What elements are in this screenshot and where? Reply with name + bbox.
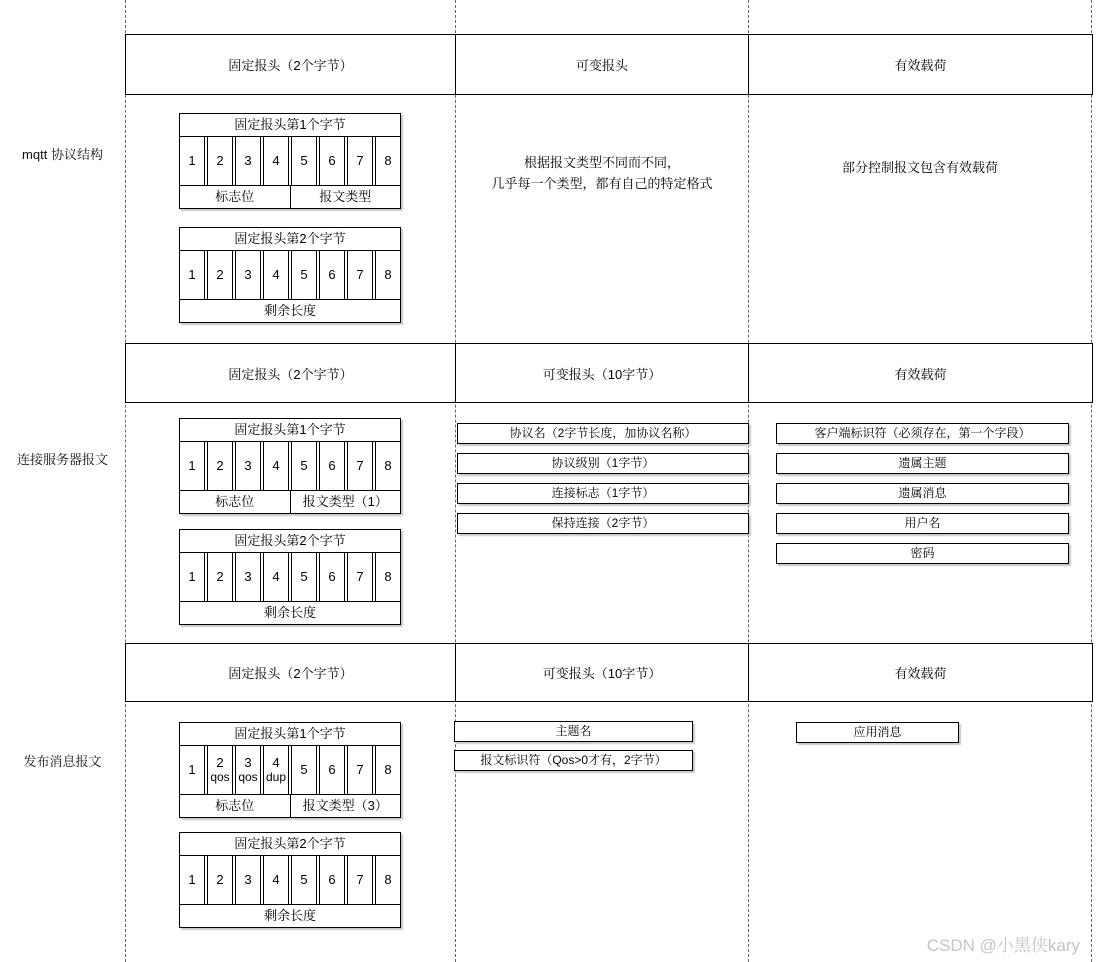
byte-table-title: 固定报头第2个字节	[180, 530, 400, 553]
variable-header-cell: 可变报头	[455, 34, 749, 95]
byte-table-title: 固定报头第1个字节	[180, 419, 400, 442]
bit-cell: 8	[375, 553, 400, 601]
payload-header-cell: 有效载荷	[748, 34, 1093, 95]
column-divider-dashed	[455, 0, 456, 962]
variable-header-cell: 可变报头（10字节）	[455, 343, 749, 403]
row-label-mqtt-structure: mqtt 协议结构	[22, 147, 103, 162]
fixed-header-byte1-table	[179, 722, 401, 818]
remaining-length-label: 剩余长度	[180, 299, 400, 322]
fixed-header-byte1-table	[179, 418, 401, 514]
byte-table-footer	[180, 490, 400, 513]
bit-cell: 8	[375, 442, 400, 490]
fixed-header-byte2-table	[179, 832, 401, 928]
bit-cell: 7	[347, 251, 373, 299]
bit-row	[180, 442, 400, 490]
bit-cell: 4	[263, 553, 289, 601]
payload-header-cell: 有效载荷	[748, 343, 1093, 403]
bit-cell: 7	[347, 442, 373, 490]
bit-cell: 2 qos	[207, 746, 233, 794]
section3-header-row	[125, 643, 1093, 702]
bit-row	[180, 137, 400, 185]
bit-cell: 2	[207, 251, 233, 299]
field-box-client-id: 客户端标识符（必须存在，第一个字段）	[776, 423, 1069, 444]
byte-table-title: 固定报头第2个字节	[180, 228, 400, 251]
remaining-length-label: 剩余长度	[180, 904, 400, 927]
bit-cell: 4	[263, 442, 289, 490]
bit-cell: 3	[235, 553, 261, 601]
field-box-keep-alive: 保持连接（2字节）	[457, 513, 749, 534]
bit-cell: 4 dup	[263, 746, 289, 794]
byte-table-title: 固定报头第1个字节	[180, 723, 400, 746]
row-label-publish-packet: 发布消息报文	[23, 754, 102, 769]
bit-cell: 6	[319, 251, 345, 299]
bit-cell: 6	[319, 746, 345, 794]
field-box-topic-name: 主题名	[454, 721, 693, 742]
packet-type-label: 报文类型	[290, 186, 401, 208]
fixed-header-byte1-table	[179, 113, 401, 209]
field-box-protocol-name: 协议名（2字节长度，加协议名称）	[457, 423, 749, 444]
bit-cell: 5	[291, 553, 317, 601]
bit-cell: 3	[235, 251, 261, 299]
fixed-header-cell: 固定报头（2个字节）	[125, 343, 456, 403]
byte-table-title: 固定报头第1个字节	[180, 114, 400, 137]
bit-cell: 7	[347, 746, 373, 794]
remaining-length-label: 剩余长度	[180, 601, 400, 624]
bit-cell: 1	[180, 251, 205, 299]
bit-cell: 5	[291, 746, 317, 794]
field-box-protocol-level: 协议级别（1字节）	[457, 453, 749, 474]
flags-label: 标志位	[215, 189, 255, 204]
fixed-header-cell: 固定报头（2个字节）	[125, 643, 456, 702]
bit-cell: 5	[291, 137, 317, 185]
bit-cell: 7	[347, 137, 373, 185]
bit-cell: 3	[235, 442, 261, 490]
column-divider-dashed	[1091, 0, 1092, 962]
bit-cell: 6	[319, 442, 345, 490]
bit-cell: 1	[180, 553, 205, 601]
bit-cell: 6	[319, 553, 345, 601]
flags-label: 标志位	[215, 798, 255, 813]
bit-cell: 1	[180, 442, 205, 490]
bit-cell: 8	[375, 137, 400, 185]
bit-cell: 8	[375, 251, 400, 299]
bit-cell: 5	[291, 856, 317, 904]
bit-cell: 3	[235, 856, 261, 904]
bit-row	[180, 251, 400, 299]
bit-cell: 6	[319, 137, 345, 185]
packet-type-label: 报文类型（1）	[290, 491, 401, 513]
bit-row	[180, 746, 400, 794]
watermark: CSDN @小黑侠kary	[926, 936, 1080, 955]
field-box-will-topic: 遗属主题	[776, 453, 1069, 474]
fixed-header-byte2-table	[179, 529, 401, 625]
bit-cell: 4	[263, 137, 289, 185]
payload-note: 部分控制报文包含有效载荷	[841, 160, 998, 175]
packet-type-label: 报文类型（3）	[290, 795, 401, 817]
field-box-packet-identifier: 报文标识符（Qos>0才有，2字节）	[454, 750, 693, 771]
bit-cell: 2	[207, 442, 233, 490]
bit-cell: 5	[291, 442, 317, 490]
flags-label: 标志位	[215, 494, 255, 509]
bit-cell: 6	[319, 856, 345, 904]
byte-table-footer	[180, 794, 400, 817]
bit-cell: 5	[291, 251, 317, 299]
bit-cell: 3 qos	[235, 746, 261, 794]
fixed-header-byte2-table	[179, 227, 401, 323]
bit-cell: 7	[347, 856, 373, 904]
bit-cell: 7	[347, 553, 373, 601]
bit-cell: 4	[263, 251, 289, 299]
bit-row	[180, 856, 400, 904]
field-box-username: 用户名	[776, 513, 1069, 534]
bit-cell: 4	[263, 856, 289, 904]
section1-header-row	[125, 34, 1093, 95]
fixed-header-cell: 固定报头（2个字节）	[125, 34, 456, 95]
bit-cell: 2	[207, 553, 233, 601]
column-divider-dashed	[125, 0, 126, 962]
byte-table-footer	[180, 185, 400, 208]
bit-cell: 3	[235, 137, 261, 185]
byte-table-title: 固定报头第2个字节	[180, 833, 400, 856]
bit-cell: 1	[180, 856, 205, 904]
variable-header-cell: 可变报头（10字节）	[455, 643, 749, 702]
bit-cell: 1	[180, 746, 205, 794]
bit-cell: 1	[180, 137, 205, 185]
field-box-application-message: 应用消息	[796, 722, 959, 743]
bit-cell: 2	[207, 137, 233, 185]
field-box-connect-flags: 连接标志（1字节）	[457, 483, 749, 504]
payload-header-cell: 有效载荷	[748, 643, 1093, 702]
row-label-connect-packet: 连接服务器报文	[16, 452, 108, 467]
field-box-password: 密码	[776, 543, 1069, 564]
bit-row	[180, 553, 400, 601]
bit-cell: 8	[375, 746, 400, 794]
variable-header-note: 根据报文类型不同而不同， 几乎每一个类型，都有自己的特定格式	[491, 155, 713, 191]
column-divider-dashed	[748, 0, 749, 962]
section2-header-row	[125, 343, 1093, 403]
field-box-will-message: 遗属消息	[776, 483, 1069, 504]
bit-cell: 2	[207, 856, 233, 904]
bit-cell: 8	[375, 856, 400, 904]
